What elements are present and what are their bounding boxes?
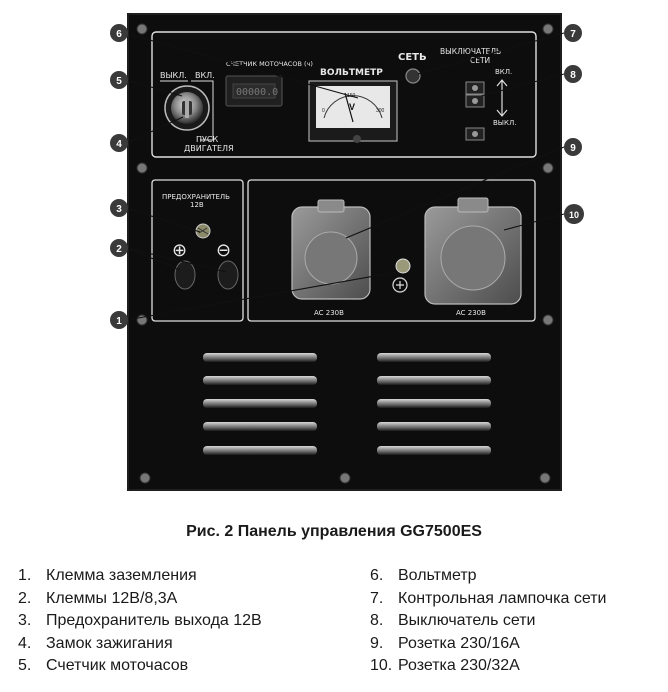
legend-text: Предохранитель выхода 12В bbox=[46, 612, 262, 629]
legend-num: 7. bbox=[370, 589, 384, 607]
legend-item bbox=[370, 610, 606, 633]
callout-5: 5 bbox=[116, 76, 122, 87]
callout-9: 9 bbox=[570, 143, 576, 154]
legend-text: Выключатель сети bbox=[398, 612, 536, 629]
callout-6: 6 bbox=[116, 29, 122, 40]
breaker-label-1: ВЫКЛЮЧАТЕЛЬ bbox=[440, 47, 502, 56]
socket2-label: AC 230В bbox=[456, 309, 486, 317]
breaker-label-2: СЕТИ bbox=[470, 56, 491, 65]
minus-terminal-sign: ⊖ bbox=[216, 240, 232, 261]
legend-text: Клеммы 12В/8,3А bbox=[46, 589, 178, 607]
figure-caption: Рис. 2 Панель управления GG7500ES bbox=[186, 523, 482, 540]
breaker-on-label: ВКЛ. bbox=[495, 68, 513, 76]
breaker-off-label: ВЫКЛ. bbox=[493, 119, 517, 127]
hour-meter-value: 00000.0 bbox=[236, 87, 279, 98]
voltmeter-scale-min: 0 bbox=[322, 108, 325, 114]
callout-8: 8 bbox=[570, 70, 576, 81]
voltmeter-label: ВОЛЬТМЕТР bbox=[320, 68, 383, 78]
legend-item bbox=[370, 588, 606, 611]
legend-text: Контрольная лампочка сети bbox=[398, 589, 607, 607]
voltmeter-unit: V bbox=[349, 102, 356, 112]
legend-item bbox=[18, 610, 262, 633]
voltmeter-scale-mid: 150 bbox=[347, 93, 356, 99]
fuse-label-1: ПРЕДОХРАНИТЕЛЬ bbox=[162, 193, 230, 201]
legend-text: Счетчик моточасов bbox=[46, 657, 189, 674]
legend-num: 9. bbox=[370, 634, 384, 652]
ignition-on-label: ВКЛ. bbox=[195, 71, 215, 80]
hour-meter-label: СЧЕТЧИК МОТОЧАСОВ (ч) bbox=[226, 60, 313, 68]
legend-left-column bbox=[18, 565, 262, 678]
legend-item bbox=[18, 588, 262, 611]
callout-1: 1 bbox=[116, 316, 122, 327]
plus-terminal-sign: ⊕ bbox=[172, 240, 188, 261]
legend-right-column bbox=[370, 565, 606, 678]
callout-2: 2 bbox=[116, 244, 122, 255]
callout-10: 10 bbox=[568, 210, 580, 220]
legend-item bbox=[370, 633, 606, 656]
fuse-label-2: 12В bbox=[190, 201, 204, 209]
legend-item bbox=[18, 655, 262, 678]
legend-text: Розетка 230/32А bbox=[398, 657, 520, 674]
legend-num: 3. bbox=[18, 612, 32, 629]
legend-num: 1. bbox=[18, 567, 32, 584]
legend-num: 6. bbox=[370, 567, 384, 584]
callout-7: 7 bbox=[570, 29, 576, 40]
legend-item bbox=[370, 655, 606, 678]
socket1-label: AC 230В bbox=[314, 309, 344, 317]
engine-start-label-1: ПУСК bbox=[196, 135, 219, 144]
legend-num: 2. bbox=[18, 589, 32, 607]
legend-item bbox=[18, 565, 262, 588]
legend-num: 4. bbox=[18, 634, 32, 652]
engine-start-label-2: ДВИГАТЕЛЯ bbox=[184, 144, 234, 153]
voltmeter-scale-max: 300 bbox=[376, 108, 385, 114]
legend-num: 5. bbox=[18, 657, 32, 674]
callout-3: 3 bbox=[116, 204, 122, 215]
net-label: СЕТЬ bbox=[398, 52, 427, 63]
legend-item bbox=[18, 633, 262, 656]
socket-230v-32a[interactable] bbox=[425, 198, 521, 304]
net-indicator-lamp bbox=[406, 69, 420, 83]
legend-text: Вольтметр bbox=[398, 567, 477, 584]
legend-text: Замок зажигания bbox=[46, 634, 173, 652]
legend-text: Розетка 230/16А bbox=[398, 634, 520, 652]
ignition-off-label: ВЫКЛ. bbox=[160, 71, 187, 80]
legend-item bbox=[370, 565, 606, 588]
legend-num: 8. bbox=[370, 612, 384, 629]
legend-num: 10. bbox=[370, 657, 393, 674]
legend-text: Клемма заземления bbox=[46, 567, 197, 584]
callout-4: 4 bbox=[116, 139, 122, 150]
